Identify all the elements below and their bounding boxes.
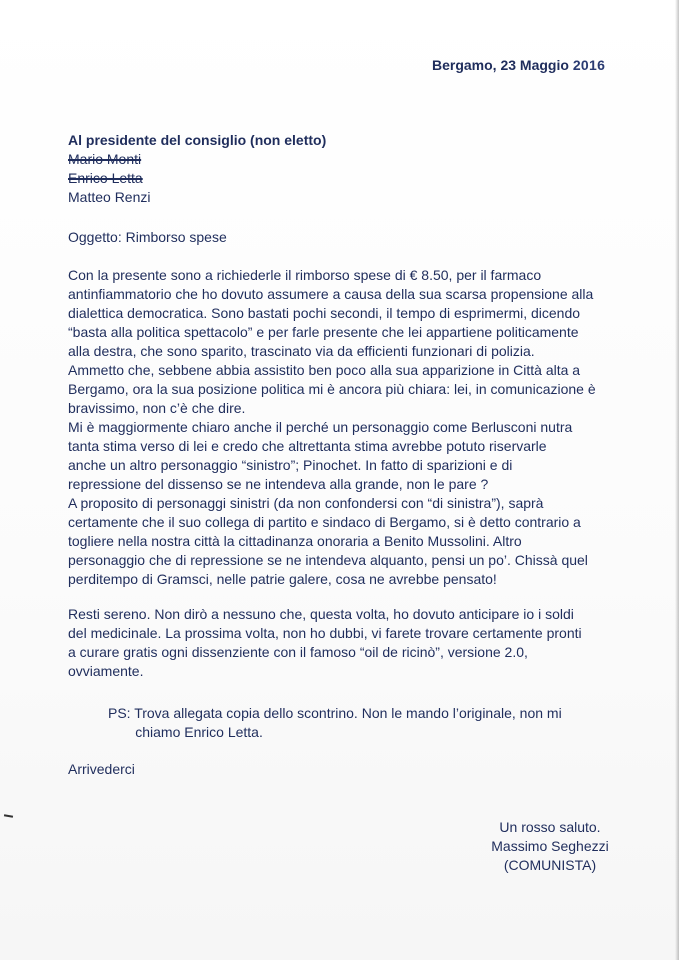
body-line: Bergamo, ora la sua posizione politica mi è ancora più chiara: lei, in comunicazione è xyxy=(68,381,596,397)
body-line: togliere nella nostra città la cittadinanza onoraria a Benito Mussolini. Altro xyxy=(68,533,522,549)
body-line: Mi è maggiormente chiaro anche il perché un personaggio come Berlusconi nutra xyxy=(68,419,573,435)
subject-text: Oggetto: Rimborso spese xyxy=(68,229,227,245)
body-line: antinfiammatorio che ho dovuto assumere a causa della sua scarsa propensione alla xyxy=(68,286,594,302)
body-line: bravissimo, non c’è che dire. xyxy=(68,400,246,416)
struck-name-1: Mario Monti xyxy=(68,151,142,167)
signature-name: Massimo Seghezzi xyxy=(491,838,609,854)
body-line: Con la presente sono a richiederle il rimborso spese di € 8.50, per il farmaco xyxy=(68,267,542,283)
body-line: tanta stima verso di lei e credo che altrettanta stima avrebbe potuto riservarle xyxy=(68,438,547,454)
body-line: ovviamente. xyxy=(68,663,144,679)
letter-date xyxy=(432,57,605,73)
body-line: repressione del dissenso se ne intendeva alla grande, non le pare ? xyxy=(68,476,489,492)
struck-name-2: Enrico Letta xyxy=(68,170,143,186)
page-edge-shadow xyxy=(675,0,679,960)
margin-mark xyxy=(4,814,13,818)
farewell xyxy=(68,760,628,779)
postscript xyxy=(108,704,562,742)
signature-block xyxy=(480,818,620,875)
date-prefix: Bergamo, 23 Maggio xyxy=(432,57,573,73)
body-paragraph-1 xyxy=(68,266,628,589)
body-line: “basta alla politica spettacolo” e per farle presente che lei appartiene politicamente xyxy=(68,324,579,340)
subject-line xyxy=(68,228,628,247)
body-line: Ammetto che, sebbene abbia assistito ben poco alla sua apparizione in Città alta a xyxy=(68,362,581,378)
body-line: Resti sereno. Non dirò a nessuno che, questa volta, ho dovuto anticipare io i soldi xyxy=(68,606,574,622)
farewell-text: Arrivederci xyxy=(68,761,135,777)
body-line: del medicinale. La prossima volta, non ho dubbi, vi farete trovare certamente pronti xyxy=(68,625,582,641)
body-line: anche un altro personaggio “sinistro”; Pinochet. In fatto di sparizioni e di xyxy=(68,457,513,473)
addressee-block xyxy=(68,131,628,207)
body-line: a curare gratis ogni dissenziente con il famoso “oil de ricinò”, versione 2.0, xyxy=(68,644,528,660)
postscript-line: PS: Trova allegata copia dello scontrino. Non le mando l’originale, non mi xyxy=(108,705,562,721)
date-year: 2016 xyxy=(572,57,606,73)
signature-closing: Un rosso saluto. xyxy=(499,819,601,835)
current-addressee-name: Matteo Renzi xyxy=(68,189,151,205)
postscript-line: chiamo Enrico Letta. xyxy=(108,724,263,740)
body-line: dialettica democratica. Sono bastati pochi secondi, il tempo di esprimermi, dicendo xyxy=(68,305,581,321)
signature-affiliation: (COMUNISTA) xyxy=(503,857,597,873)
body-line: perditempo di Gramsci, nelle patrie galere, cosa ne avrebbe pensato! xyxy=(68,571,497,587)
body-paragraph-2 xyxy=(68,605,628,681)
body-line: personaggio che di repressione se ne intendeva alquanto, pensi un po’. Chissà quel xyxy=(68,552,588,568)
body-line: alla destra, che sono sparito, trascinato via da efficienti funzionari di polizia. xyxy=(68,343,535,359)
body-line: A proposito di personaggi sinistri (da non confondersi con “di sinistra”), saprà xyxy=(68,495,544,511)
body-line: certamente che il suo collega di partito e sindaco di Bergamo, si è detto contrario a xyxy=(68,514,581,530)
addressee-title: Al presidente del consiglio (non eletto) xyxy=(68,132,327,148)
